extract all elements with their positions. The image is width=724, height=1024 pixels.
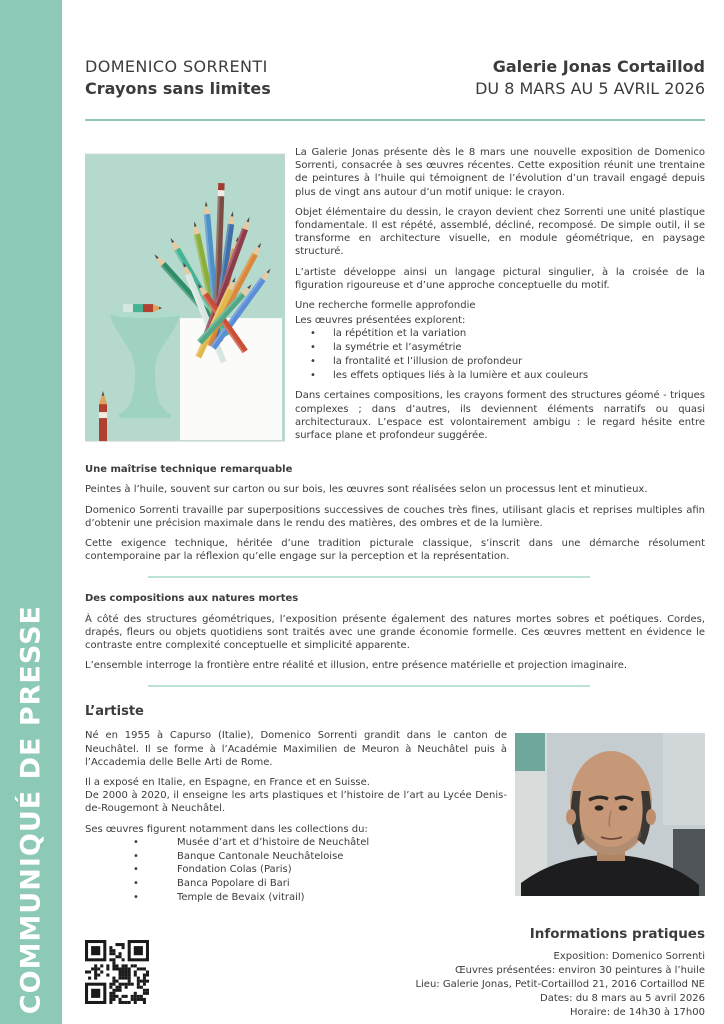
intro-section bbox=[85, 146, 705, 449]
list-item-label: la symétrie et l’asymétrie bbox=[333, 342, 462, 354]
list-item bbox=[295, 327, 705, 341]
bullet-icon bbox=[85, 877, 177, 891]
bullet-icon bbox=[85, 863, 177, 877]
list-item bbox=[85, 877, 507, 891]
explore-intro: Les œuvres présentées explorent: bbox=[295, 315, 466, 327]
info-line: Exposition: Domenico Sorrenti bbox=[553, 950, 705, 962]
section-paragraph: L’ensemble interroge la frontière entre réalité et illusion, entre présence matérielle et projection imaginaire. bbox=[85, 660, 628, 672]
list-item bbox=[85, 836, 507, 850]
bullet-icon bbox=[295, 355, 333, 369]
list-item-label: Temple de Bevaix (vitrail) bbox=[177, 891, 305, 903]
gallery-name: Galerie Jonas Cortaillod bbox=[492, 57, 705, 76]
section-divider bbox=[148, 576, 590, 578]
exhibition-dates: DU 8 MARS AU 5 AVRIL 2026 bbox=[475, 79, 705, 98]
research-line: Une recherche formelle approfondie bbox=[295, 299, 476, 311]
header-right bbox=[475, 57, 705, 98]
infos-pratiques bbox=[265, 926, 705, 1020]
section-paragraph: Domenico Sorrenti travaille par superpositions successives de couches très fines, utilisant glacis et reprises multiples afin d’obtenir une précision maximale dans le rendu des matières, des ombres et de la lumière. bbox=[85, 504, 705, 529]
info-line: Lieu: Galerie Jonas, Petit-Cortaillod 21, 2016 Cortaillod NE bbox=[415, 978, 705, 990]
qr-code bbox=[85, 940, 149, 1004]
list-item-label: Musée d’art et d’histoire de Neuchâtel bbox=[177, 836, 370, 848]
collections-intro: Ses œuvres figurent notamment dans les collections du: bbox=[85, 823, 368, 835]
section-divider bbox=[148, 685, 590, 687]
info-line: Horaire: de 14h30 à 17h00 bbox=[570, 1006, 705, 1018]
document-body bbox=[85, 146, 705, 1020]
infos-title: Informations pratiques bbox=[529, 925, 705, 942]
artiste-section bbox=[85, 703, 705, 911]
list-item bbox=[85, 863, 507, 877]
bullet-icon bbox=[295, 327, 333, 341]
compositions-section bbox=[85, 592, 705, 672]
list-item-label: la répétition et la variation bbox=[333, 328, 467, 340]
intro-paragraph: La Galerie Jonas présente dès le 8 mars une nouvelle exposition de Domenico Sorrenti, consacrée à ses œuvres récentes. Cette exposition réunit une trentaine de peintures à l’huile qui témoignent de l’évolution d’un travail engagé depuis plus de vingt ans autour d’un motif unique: le crayon. bbox=[295, 147, 705, 198]
list-item-label: la frontalité et l’illusion de profondeur bbox=[333, 355, 523, 367]
explore-list bbox=[295, 327, 705, 382]
list-item bbox=[295, 341, 705, 355]
section-paragraph: Cette exigence technique, héritée d’une tradition picturale classique, s’inscrit dans une démarche résolument contemporaine par la réflexion qu’elle engage sur la perception et la représentation. bbox=[85, 537, 705, 563]
artiste-row bbox=[85, 729, 705, 911]
list-item bbox=[85, 850, 507, 864]
collections-list bbox=[85, 836, 507, 905]
list-item-label: les effets optiques liés à la lumière et aux couleurs bbox=[333, 369, 589, 381]
artist-name: DOMENICO SORRENTI bbox=[85, 57, 268, 76]
info-line: Dates: du 8 mars au 5 avril 2026 bbox=[540, 992, 705, 1004]
list-item bbox=[295, 369, 705, 383]
list-item-label: Fondation Colas (Paris) bbox=[177, 864, 292, 876]
header-rule bbox=[85, 119, 705, 121]
section-paragraph: À côté des structures géométriques, l’exposition présente également des natures mortes sobres et poétiques. Cordes, drapés, fleurs ou objets quotidiens sont traités avec une grande économie formelle. Ces œuvres mettent en évidence le contraste entre complexité conceptuelle et simplicité apparente. bbox=[85, 613, 705, 651]
exhibition-title: Crayons sans limites bbox=[85, 79, 271, 98]
bio-paragraph: Né en 1955 à Capurso (Italie), Domenico Sorrenti grandit dans le canton de Neuchâtel. Il se forme à l’Académie Maximilien de Meuron à Neuchâtel puis à l’Accademia delle Belle Arti de Rome. bbox=[85, 730, 507, 768]
artist-portrait-photo bbox=[515, 733, 705, 896]
section-paragraph: Peintes à l’huile, souvent sur carton ou sur bois, les œuvres sont réalisées selon un processus lent et minutieux. bbox=[85, 484, 648, 496]
maitrise-section bbox=[85, 463, 705, 563]
side-band bbox=[0, 0, 62, 1024]
list-item-label: Banca Popolare di Bari bbox=[177, 878, 290, 890]
section-title: Des compositions aux natures mortes bbox=[85, 593, 299, 605]
artiste-text-column bbox=[85, 729, 507, 911]
intro-paragraph: Objet élémentaire du dessin, le crayon devient chez Sorrenti une unité plastique fondamentale. Il est répété, assemblé, décliné, recomposé. De simple outil, il se transforme en architecture visuelle, en module géométrique, en paysage structuré. bbox=[295, 206, 705, 258]
bio-paragraph: Il a exposé en Italie, en Espagne, en France et en Suisse. bbox=[85, 776, 370, 788]
painting-image bbox=[85, 146, 285, 449]
page-header bbox=[85, 57, 705, 98]
list-item bbox=[85, 891, 507, 905]
bullet-icon bbox=[85, 850, 177, 864]
info-line: Œuvres présentées: environ 30 peintures à l’huile bbox=[454, 964, 705, 976]
intro-closing: Dans certaines compositions, les crayons forment des structures géomé - triques complexes ; dans d’autres, ils deviennent éléments narratifs ou quasi architecturaux. L’espace est volontairement ambigu : le regard hésite entre surface plane et profondeur suggérée. bbox=[295, 390, 705, 441]
header-left bbox=[85, 57, 271, 98]
intro-paragraph: L’artiste développe ainsi un langage pictural singulier, à la croisée de la figuration rigoureuse et d’une approche conceptuelle du motif. bbox=[295, 266, 705, 291]
bullet-icon bbox=[295, 369, 333, 383]
bullet-icon bbox=[295, 341, 333, 355]
communique-de-presse-label: COMMUNIQUÉ DE PRESSE bbox=[15, 604, 47, 1014]
list-item-label: Banque Cantonale Neuchâteloise bbox=[177, 850, 344, 862]
bio-paragraph: De 2000 à 2020, il enseigne les arts plastiques et l’histoire de l’art au Lycée Denis-de-Rougemont à Neuchâtel. bbox=[85, 790, 507, 815]
section-title: L’artiste bbox=[85, 704, 144, 720]
bullet-icon bbox=[85, 891, 177, 905]
bullet-icon bbox=[85, 836, 177, 850]
bottom-row bbox=[85, 926, 705, 1020]
intro-text-column bbox=[295, 146, 705, 449]
list-item bbox=[295, 355, 705, 369]
section-title: Une maîtrise technique remarquable bbox=[85, 464, 293, 476]
